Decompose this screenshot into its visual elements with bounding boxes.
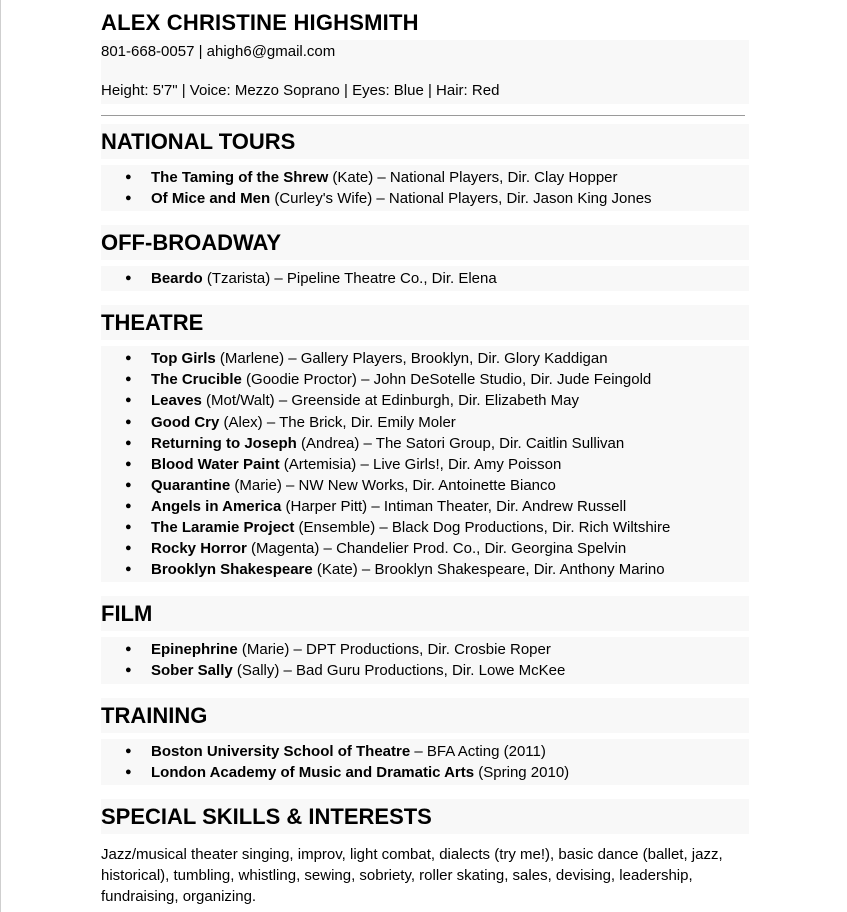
credit-detail: (Curley's Wife) – National Players, Dir. Jason King Jones bbox=[270, 190, 652, 208]
list-film bbox=[101, 637, 749, 683]
resume-name: ALEX CHRISTINE HIGHSMITH bbox=[101, 10, 419, 35]
credit-title: Epinephrine bbox=[151, 641, 238, 659]
list-item bbox=[101, 517, 749, 538]
credit-detail: (Kate) – National Players, Dir. Clay Hopper bbox=[328, 169, 618, 186]
training-detail: – BFA Acting (2011) bbox=[410, 742, 546, 760]
list-theatre bbox=[101, 346, 749, 582]
section-title-off-broadway: OFF-BROADWAY bbox=[101, 225, 749, 260]
list-item bbox=[101, 660, 749, 681]
section-title-skills: SPECIAL SKILLS & INTERESTS bbox=[101, 799, 749, 834]
training-school: London Academy of Music and Dramatic Arts bbox=[151, 763, 475, 781]
credit-title: Top Girls bbox=[151, 350, 216, 368]
credit-detail: (Goodie Proctor) – John DeSotelle Studio, Dir. Jude Feingold bbox=[241, 371, 652, 389]
credit-detail: (Andrea) – The Satori Group, Dir. Caitlin Sullivan bbox=[296, 434, 625, 452]
credit-detail: (Marie) – NW New Works, Dir. Antoinette Bianco bbox=[230, 476, 556, 494]
skills-text: Jazz/musical theater singing, improv, light combat, dialects (try me!), basic dance (ballet, jazz, historical), tumbling, whistling, sewing, sobriety, roller skating, sales, devising, leadership, fundraising, organizing. bbox=[101, 845, 723, 905]
list-item bbox=[101, 369, 749, 390]
section-title-film: FILM bbox=[101, 596, 749, 631]
list-item bbox=[101, 639, 749, 660]
list-item bbox=[101, 390, 749, 411]
credit-detail: (Marlene) – Gallery Players, Brooklyn, Dir. Glory Kaddigan bbox=[215, 350, 608, 368]
credit-detail: (Sally) – Bad Guru Productions, Dir. Lowe McKee bbox=[232, 662, 566, 680]
credit-title: Returning to Joseph bbox=[151, 434, 297, 452]
credit-title: Beardo bbox=[151, 270, 203, 288]
list-item bbox=[101, 167, 749, 188]
training-detail: (Spring 2010) bbox=[474, 763, 570, 781]
credit-title: Blood Water Paint bbox=[151, 455, 280, 473]
credit-title: The Crucible bbox=[151, 371, 242, 389]
list-item bbox=[101, 538, 749, 559]
credit-title: Quarantine bbox=[151, 476, 231, 494]
credit-detail: (Mot/Walt) – Greenside at Edinburgh, Dir. Elizabeth May bbox=[201, 392, 579, 410]
list-training bbox=[101, 739, 749, 785]
list-off-broadway bbox=[101, 266, 749, 291]
resume-page bbox=[101, 0, 749, 909]
credit-title: The Laramie Project bbox=[151, 519, 295, 537]
credit-detail: (Artemisia) – Live Girls!, Dir. Amy Poisson bbox=[279, 455, 562, 473]
contact-line: 801-668-0057 | ahigh6@gmail.com bbox=[101, 40, 749, 63]
list-item bbox=[101, 268, 749, 289]
section-title-training: TRAINING bbox=[101, 698, 749, 733]
list-item bbox=[101, 496, 749, 517]
credit-detail: (Ensemble) – Black Dog Productions, Dir. Rich Wiltshire bbox=[294, 519, 671, 537]
physical-stats-line: Height: 5'7" | Voice: Mezzo Soprano | Eyes: Blue | Hair: Red bbox=[101, 63, 749, 104]
credit-title: The Taming of the Shrew bbox=[151, 169, 329, 186]
list-item bbox=[101, 762, 749, 783]
list-item bbox=[101, 475, 749, 496]
section-title-national-tours: NATIONAL TOURS bbox=[101, 124, 749, 159]
section-title-theatre: THEATRE bbox=[101, 305, 749, 340]
header-divider bbox=[101, 115, 745, 116]
page-edge bbox=[0, 0, 1, 912]
list-item bbox=[101, 433, 749, 454]
list-item bbox=[101, 559, 749, 580]
credit-title: Good Cry bbox=[151, 413, 220, 431]
credit-title: Brooklyn Shakespeare bbox=[151, 561, 313, 579]
credit-detail: (Marie) – DPT Productions, Dir. Crosbie Roper bbox=[237, 641, 551, 659]
training-school: Boston University School of Theatre bbox=[151, 742, 411, 760]
credit-detail: (Kate) – Brooklyn Shakespeare, Dir. Anthony Marino bbox=[312, 561, 665, 579]
credit-title: Leaves bbox=[151, 392, 202, 410]
list-item bbox=[101, 454, 749, 475]
credit-title: Of Mice and Men bbox=[151, 190, 271, 208]
list-national-tours bbox=[101, 165, 749, 211]
list-item bbox=[101, 741, 749, 762]
credit-title: Rocky Horror bbox=[151, 540, 247, 558]
list-item bbox=[101, 348, 749, 369]
credit-title: Sober Sally bbox=[151, 662, 233, 680]
list-item bbox=[101, 188, 749, 209]
credit-detail: (Harper Pitt) – Intiman Theater, Dir. Andrew Russell bbox=[281, 497, 627, 515]
credit-detail: (Alex) – The Brick, Dir. Emily Moler bbox=[219, 413, 456, 431]
list-item bbox=[101, 412, 749, 433]
credit-title: Angels in America bbox=[151, 497, 282, 515]
credit-detail: (Magenta) – Chandelier Prod. Co., Dir. Georgina Spelvin bbox=[246, 540, 627, 558]
credit-detail: (Tzarista) – Pipeline Theatre Co., Dir. Elena bbox=[202, 270, 497, 288]
